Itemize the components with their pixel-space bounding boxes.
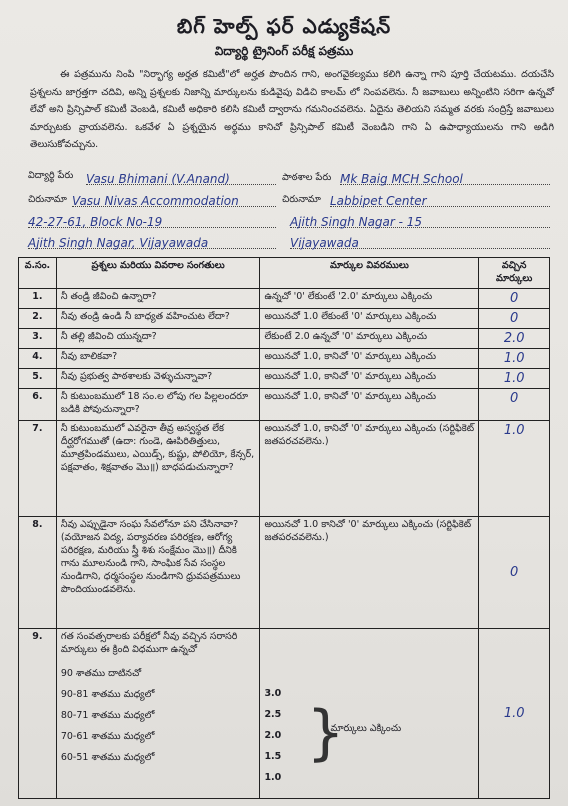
form-title: బిగ్ హెల్ప్ ఫర్ ఎడ్యుకేషన్: [176, 14, 392, 38]
address-label: చిరునామా: [28, 194, 67, 205]
row-score[interactable]: [479, 289, 550, 309]
school-address-value: Labbipet Center: [330, 194, 427, 208]
row-marks-rule: అయినచో 1.0, కానిచో '0' మార్కులు ఎక్కించు: [260, 369, 479, 389]
row-question: నీ తండ్రి జీవించి ఉన్నారా?: [56, 289, 260, 309]
row-score-value: 1.0: [503, 706, 525, 721]
school-name-field[interactable]: [340, 168, 550, 185]
student-name-label: విద్యార్థి పేరు: [28, 170, 74, 181]
table-row: [19, 389, 550, 421]
row-score-value: 0: [510, 565, 519, 580]
row-score-value: 1.0: [503, 423, 525, 438]
student-name-value: Vasu Bhimani (V.Anand): [86, 172, 230, 186]
instructions-paragraph: ఈ పత్రమును నింపి "నిర్భాగ్య అర్హత కమిటీ"లో అర్హత పొందిన గాని, అంగవైకల్యము కలిగి ఉన్నా గాని పూర్తి చేయటము. దయచేసి ప్రశ్నలను జాగ్రత్తగా చదివి, అన్ని ప్రశ్నలకు నిజాన్ని మార్కులను కుడివైపు విడిచి కాలమ్ లో నింపవలెను. నీ జవాబులు అన్నింటిని సరిగా ఉన్నవో లేవో అని ప్రిన్సిపాల్ కమిటీ వెంబడి, కమిటీ అధికారి కలిసి కమిటీ ద్వారాను గమనించవలెను. ఏదైను తెలియని సమ్మత వరకు సంద్రిస్తే జవాబులు మార్చుటకు వ్రాయవలెను. ఒకవేళ ఏ ప్రశ్నయైన అర్థము కానిచో ప్రిన్సిపాల్ కమిటీ వెంబడిని గాని ఏ ఉపాధ్యాయులను గాని అడిగి తెలుసుకోవచ్చును.: [30, 69, 554, 150]
table-row: [19, 329, 550, 349]
row-marks-rule: ఉన్నచో '0' లేకుంటే '2.0' మార్కులు ఎక్కించు: [260, 289, 479, 309]
row-number: 2.: [19, 309, 57, 329]
row-question: నీవు తండ్రి ఉండి నీ బాధ్యత వహించుట లేదా?: [56, 309, 260, 329]
row-number: 5.: [19, 369, 57, 389]
school-name-label: పాఠశాల పేరు: [282, 172, 332, 183]
row-score[interactable]: [479, 329, 550, 349]
row-question: నీవు బాలికవా?: [56, 349, 260, 369]
school-name-value: Mk Baig MCH School: [340, 172, 463, 186]
row-score-value: 1.0: [503, 371, 525, 386]
grade-marks-block: [264, 683, 474, 788]
row-score-value: 1.0: [503, 351, 525, 366]
grade-value: 2.0: [264, 730, 282, 741]
row-question: [56, 629, 260, 799]
row-score[interactable]: [479, 517, 550, 629]
table-row: [19, 369, 550, 389]
grade-value: 3.0: [264, 688, 282, 699]
row-score[interactable]: [479, 421, 550, 517]
row-question: నీవు ప్రభుత్వ పాఠశాలకు వెళ్ళుచున్నావా?: [56, 369, 260, 389]
student-name-field[interactable]: [86, 168, 276, 185]
row-question: నీవు ఎప్పుడైనా సంఘ సేవలోనూ పని చేసినావా? (వయోజన విద్య, పర్యావరణ పరిరక్షణ, ఆరోగ్య పరిరక్షణ, మరియు స్త్రీ శిశు సంక్షేమం మొ॥) దీనికి గాను మూలనుండి గాని, సాంఘిక సేవ సంస్థల నుండిగాని, ధర్మసంస్థల నుండిగాని ధ్రువపత్రములు పొందియుండవలెను.: [56, 517, 260, 629]
grade-range: 60-51 శాతము మధ్యలో: [60, 752, 155, 763]
row-number: 6.: [19, 389, 57, 421]
grade-note: మార్కులు ఎక్కించు: [330, 723, 402, 734]
school-address-line-3-field[interactable]: [290, 232, 550, 249]
address-field[interactable]: [72, 190, 276, 207]
school-address-label: చిరునామా: [282, 194, 321, 205]
row-marks-rule: అయినచో 1.0 లేకుంటే '0' మార్కులు ఎక్కించు: [260, 309, 479, 329]
row-score[interactable]: [479, 629, 550, 799]
header-questions: ప్రశ్నలు మరియు వివరాల సంగతులు: [56, 258, 260, 289]
table-row: [19, 629, 550, 799]
grade-marks-cell: [260, 629, 479, 799]
grade-range: 90 శాతము దాటినచో: [60, 668, 142, 679]
questions-table: [18, 257, 550, 799]
grade-range: 90-81 శాతము మధ్యలో: [60, 689, 155, 700]
address-value: Vasu Nivas Accommodation: [72, 194, 239, 208]
row-question: నీ తల్లి జీవించి యున్నదా?: [56, 329, 260, 349]
row-marks-rule: అయినచో 1.0 కానిచో '0' మార్కులు ఎక్కించు (సర్టిఫికెట్ జతపరచవలెను.): [260, 517, 479, 629]
header-marks-obtained: వచ్చిన మార్కులు: [479, 258, 550, 289]
school-address-field[interactable]: [330, 190, 550, 207]
table-row: [19, 517, 550, 629]
address-line-2-field[interactable]: [28, 211, 276, 228]
grade-value: 1.0: [264, 772, 282, 783]
address-row: [28, 194, 67, 212]
grade-question-text: గత సంవత్సరాలకు పరీక్షలో నీవు వచ్చిన సరాసరి మార్కులు ఈ క్రింది విధముగా ఉన్నచో: [60, 631, 238, 655]
row-score[interactable]: [479, 369, 550, 389]
address-line-3-value: Ajith Singh Nagar, Vijayawada: [28, 236, 209, 250]
address-line-3-field[interactable]: [28, 232, 276, 249]
row-marks-rule: అయినచో 1.0, కానిచో '0' మార్కులు ఎక్కించు (సర్టిఫికెట్ జతపరచవలెను.): [260, 421, 479, 517]
row-question: నీ కుటుంబములో ఎవరైనా తీవ్ర అస్వస్థత లేక దీర్ఘరోగముతో (ఉదా: గుండె, ఊపిరితిత్తులు, మూత్రపిండములు, ఎయిడ్స్, కుష్టు, పోలియో, కేన్సర్, పక్షవాతం, శిక్షవాతం మొ॥) బాధపడుచున్నారా?: [56, 421, 260, 517]
student-name-row: [28, 170, 73, 188]
grade-brace-icon: }: [306, 698, 345, 768]
header-marks-details: మార్కుల వివరములు: [260, 258, 479, 289]
form-subtitle: విద్యార్థి ట్రైనింగ్ పరీక్ష పత్రము: [214, 44, 354, 58]
row-number: 3.: [19, 329, 57, 349]
grade-value-list: [264, 683, 306, 788]
row-marks-rule: అయినచో 1.0, కానిచో '0' మార్కులు ఎక్కించు: [260, 389, 479, 421]
grade-value: 2.5: [264, 709, 282, 720]
grade-range-list: [61, 663, 256, 768]
school-name-row: [282, 172, 331, 190]
school-address-line-3-value: Vijayawada: [290, 236, 359, 250]
row-score-value: 2.0: [503, 331, 525, 346]
address-line-2-value: 42-27-61, Block No-19: [28, 215, 163, 229]
row-score-value: 0: [510, 311, 519, 326]
school-address-row: [282, 194, 321, 212]
grade-range: 70-61 శాతము మధ్యలో: [60, 731, 155, 742]
row-number: 7.: [19, 421, 57, 517]
row-number: 9.: [19, 629, 57, 799]
table-row: [19, 289, 550, 309]
row-score[interactable]: [479, 389, 550, 421]
table-header-row: [19, 258, 550, 289]
table-row: [19, 349, 550, 369]
row-score-value: 0: [510, 291, 519, 306]
row-marks-rule: అయినచో 1.0, కానిచో '0' మార్కులు ఎక్కించు: [260, 349, 479, 369]
table-row: [19, 421, 550, 517]
grade-range: 80-71 శాతము మధ్యలో: [60, 710, 155, 721]
row-number: 4.: [19, 349, 57, 369]
grade-value: 1.5: [264, 751, 282, 762]
row-number: 1.: [19, 289, 57, 309]
header-serial: వ.సం.: [19, 258, 57, 289]
row-score-value: 0: [510, 391, 519, 406]
row-number: 8.: [19, 517, 57, 629]
school-address-line-2-value: Ajith Singh Nagar - 15: [290, 215, 423, 229]
row-marks-rule: లేకుంటే 2.0 ఉన్నచో '0' మార్కులు ఎక్కించు: [260, 329, 479, 349]
school-address-line-2-field[interactable]: [290, 211, 550, 228]
table-row: [19, 309, 550, 329]
row-question: నీ కుటుంబములో 18 సం.ల లోపు గల పిల్లలందరూ బడికి పోవుచున్నారా?: [56, 389, 260, 421]
row-score[interactable]: [479, 349, 550, 369]
row-score[interactable]: [479, 309, 550, 329]
